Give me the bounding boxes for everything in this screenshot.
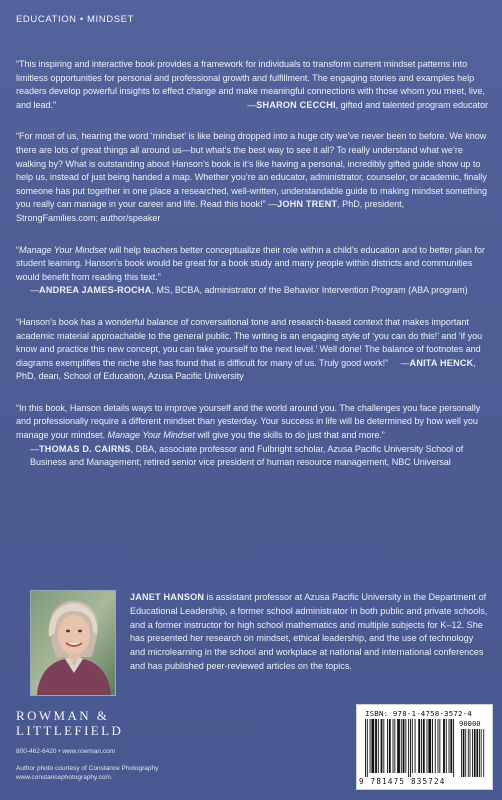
author-name: JANET HANSON: [130, 592, 205, 602]
barcode-bar: [405, 719, 406, 773]
endorser-name: THOMAS D. CAIRNS: [39, 443, 131, 454]
barcode-bar: [375, 719, 377, 773]
barcode-bar: [439, 719, 440, 773]
barcode-bar: [450, 719, 452, 773]
book-title-italic: Manage Your Mindset: [107, 430, 195, 441]
publisher-logo: [16, 708, 123, 738]
barcode-bars: [365, 719, 487, 777]
barcode-bar: [387, 719, 388, 773]
barcode-bar: [403, 719, 405, 773]
endorser-name: ANDREA JAMES-ROCHA: [39, 285, 152, 296]
endorsement-text: “Hanson’s book has a wonderful balance of conversational tone and research-based context that makes important academic material approachable to the general public. The writing is an engaging style of ‘you can do this!’ and ‘if you know and practice this new concept, you can take yourself to the next level.’ Well done! The balance of footnotes and diagrams exemplifies the niche she has found that is difficult for many of us. Truly good work!”: [16, 316, 483, 368]
endorser-name: JOHN TRENT: [277, 199, 338, 210]
endorsement-attribution: —JOHN TRENT, PhD, president, StrongFamilies.com; author/speaker: [16, 199, 405, 223]
barcode-bar: [397, 719, 400, 773]
barcode-bar: [421, 719, 422, 773]
publisher-logo-line-2: LITTLEFIELD: [16, 723, 124, 738]
endorser-name: SHARON CECCHI: [256, 99, 336, 110]
endorsement-text: “For most of us, hearing the word ‘mindset’ is like being dropped into a huge city we’ve never been to before. We know there are lots of great things all around us—but what’s the best way to see it all? To really understand what we’re walking by? What is outstanding about Hanson’s book is it’s like having a personal, incredibly gifted guide show up to help us, instead of just being handed a map. Whether you’re an educator, administrator, counselor, or academic, finally someone has put together in one place a researched, well-written, understandable guide to making mindset something you really can manage in your career and life. Read this book!”: [16, 131, 487, 210]
barcode-bar: [371, 719, 374, 773]
barcode-addon-bar: [463, 729, 465, 777]
publisher-logo-line-1: ROWMAN &: [16, 708, 110, 723]
author-photo: [30, 590, 116, 696]
endorsement-text: “This inspiring and interactive book provides a framework for individuals to transform current mindset patterns into limitless opportunities for personal and professional growth and fulfillment. The engaging stories and examples help readers develop powerful insights to effect change and make meaningful connections with those whom you meet, live, and lead.”: [16, 59, 485, 110]
barcode-bar: [370, 719, 371, 773]
barcode-bar: [378, 719, 379, 773]
photo-credit: Author photo courtesy of Constance Photography: [16, 764, 159, 772]
barcode-bar: [453, 719, 454, 777]
barcode-bar: [423, 719, 425, 773]
endorsement-text: will help teachers better conceptualize their role within a child’s education and to better plan for student learning. Hanson’s book would be great for a book study and many people within districts and communities would benefit from reading this text.”: [16, 244, 485, 282]
barcode-bar: [381, 719, 383, 773]
barcode-addon-bar: [474, 729, 476, 777]
barcode-bar: [428, 719, 431, 773]
barcode-addon-bar: [470, 729, 471, 777]
author-bio: [130, 591, 488, 674]
barcode-bar: [389, 719, 391, 773]
barcode-bar: [446, 719, 447, 773]
barcode-bar: [415, 719, 416, 773]
barcode-bar: [365, 719, 366, 777]
barcode-bar: [383, 719, 384, 773]
endorsement-attribution: —THOMAS D. CAIRNS, DBA, associate professor and Fulbright scholar, Azusa Pacific University School of Business and Management; retired senior vice president of human resource management, NBC Universal: [30, 443, 464, 468]
category-label: EDUCATION • MINDSET: [16, 14, 134, 25]
barcode-addon-bar: [483, 729, 484, 777]
barcode-addon-bar: [479, 729, 480, 777]
barcode-addon-bar: [476, 729, 478, 777]
endorsement-attribution: —ANITA HENCK, PhD, dean, School of Education, Azusa Pacific University: [16, 357, 476, 382]
photo-credit-url: www.constancephotography.com.: [16, 774, 113, 781]
barcode-bar: [393, 719, 394, 773]
barcode-addon-bar: [465, 729, 466, 777]
barcode-digits: 9 781475 835724: [359, 777, 446, 786]
isbn-barcode: [356, 704, 493, 790]
publisher-info: [16, 747, 158, 783]
endorsement-1: [16, 58, 488, 112]
endorsement-3: “Manage Your Mindset will help teachers better conceptualize their role within a child’s education and to better plan for student learning. Hanson’s book would be great for a book study and many people within districts and communities would benefit from reading this text.” —ANDREA JAMES-ROCHA, MS, BCBA, administrator of the Behavior Intervention Program (ABA program): [16, 244, 488, 298]
barcode-bar: [367, 719, 368, 777]
endorser-name: ANITA HENCK: [409, 357, 474, 368]
endorsement-text: “In this book, Hanson details ways to improve yourself and the world around you. The challenges you face personally and professionally require a different mindset than yesterday. Your success in life will be determined by how well you manage your mindset.: [16, 402, 481, 441]
barcode-bar: [443, 719, 445, 773]
barcode-bar: [432, 719, 433, 773]
publisher-contact: 800-462-6420 • www.rowman.com: [16, 748, 116, 755]
barcode-addon-bar: [472, 729, 473, 777]
price-code: 90000: [459, 719, 481, 728]
endorsement-attribution: —SHARON CECCHI, gifted and talented program educator: [247, 99, 488, 110]
barcode-bar: [435, 719, 436, 773]
book-title-italic: Manage Your Mindset: [18, 244, 107, 255]
endorsements: [16, 58, 488, 488]
barcode-bar: [412, 719, 413, 773]
barcode-bar: [449, 719, 450, 773]
barcode-bar: [408, 719, 409, 777]
barcode-bar: [410, 719, 411, 777]
barcode-addon-bar: [468, 729, 469, 777]
barcode-bar: [394, 719, 395, 773]
endorsement-2: [16, 130, 488, 225]
barcode-addon-bar: [461, 729, 462, 777]
endorsement-5: “In this book, Hanson details ways to improve yourself and the world around you. The challenges you face personally and professionally require a different mindset than yesterday. Your success in life will be determined by how well you manage your mindset. Manage Your Mindset will give you the skills to do just that and more.” —THOMAS D. CAIRNS, DBA, associate professor and Fulbright scholar, Azusa Pacific University School of Business and Management; retired senior vice president of human resource management, NBC Universal: [16, 402, 488, 470]
endorsement-attribution: —ANDREA JAMES-ROCHA, MS, BCBA, administrator of the Behavior Intervention Program (ABA program): [30, 285, 468, 296]
isbn-label: ISBN: 978-1-4758-3572-4: [365, 709, 472, 718]
endorsement-4: [16, 316, 488, 384]
author-portrait-illustration: [31, 591, 115, 695]
barcode-bar: [427, 719, 428, 773]
barcode-bar: [418, 719, 420, 773]
barcode-addon-bar: [481, 729, 482, 777]
barcode-bar: [401, 719, 402, 773]
author-bio-text: is assistant professor at Azusa Pacific University in the Department of Educational Leadership, a former school administrator in both public and private schools, and a former instructor for high school mathematics and multiple subjects for K–12. She has presented her research on mindset, ethical leadership, and the use of technology and microlearning in the school and workplace at national and international conferences and has published peer-reviewed articles on the topics.: [130, 592, 488, 671]
barcode-bar: [438, 719, 439, 773]
